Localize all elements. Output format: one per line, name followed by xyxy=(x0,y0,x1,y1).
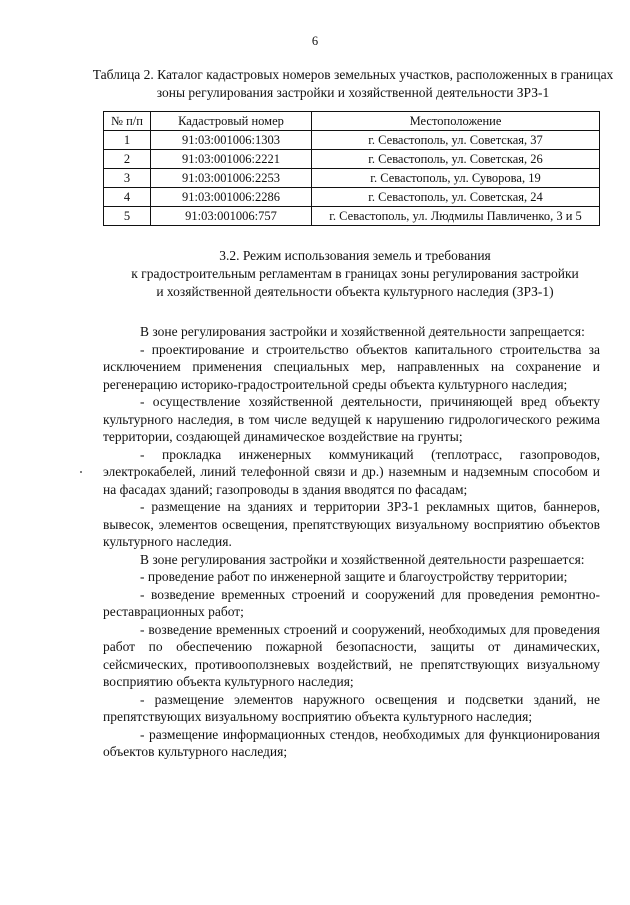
table-row xyxy=(104,188,600,207)
cell-location: г. Севастополь, ул. Людмилы Павличенко, 3 и 5 xyxy=(312,207,600,226)
header-index: № п/п xyxy=(104,112,151,131)
cell-index: 4 xyxy=(104,188,151,207)
paragraph-item: - проведение работ по инженерной защите и благоустройству территории; xyxy=(140,569,568,584)
table-row xyxy=(104,207,600,226)
cell-index: 2 xyxy=(104,150,151,169)
header-location: Местоположение xyxy=(312,112,600,131)
paragraph-item: - осуществление хозяйственной деятельности, причиняющей вред объекту культурного наследия, в том числе ведущей к нарушению гидрологического режима территории, создающей динамическое воздействие на грунты; xyxy=(103,394,600,444)
paragraph-item: - размещение на зданиях и территории ЗРЗ-1 рекламных щитов, баннеров, вывесок, элементов освещения, препятствующих визуальному восприятию объектов культурного наследия. xyxy=(103,499,600,549)
paragraph-prohibited-intro: В зоне регулирования застройки и хозяйственной деятельности запрещается: xyxy=(140,324,585,339)
table-header-row xyxy=(104,112,600,131)
table-title: Таблица 2. Каталог кадастровых номеров земельных участков, расположенных в границах зоны регулирования застройки и хозяйственной деятельности ЗРЗ-1 xyxy=(92,67,614,100)
paragraph-allowed-intro: В зоне регулирования застройки и хозяйственной деятельности разрешается: xyxy=(140,551,585,567)
section-title-line: 3.2. Режим использования земель и требования xyxy=(219,248,491,263)
paragraph-item: - возведение временных строений и сооружений, необходимых для проведения работ по обеспечению пожарной безопасности, защиты от динамических, сейсмических, противооползневых воздействий, не препятствующих визуальному восприятию объекта культурного наследия; xyxy=(103,621,600,689)
table-row xyxy=(104,169,600,188)
paragraph-item: - прокладка инженерных коммуникаций (теплотрасс, газопроводов, электрокабелей, линий телефонной связи и др.) наземным и надземным способом и на фасадах зданий; газопроводы в здания вводятся по фасадам; xyxy=(103,446,600,497)
table-row xyxy=(104,150,600,169)
cell-cadastral-number: 91:03:001006:2253 xyxy=(151,169,312,188)
paragraph-item: - возведение временных строений и сооружений для проведения ремонтно-реставрационных работ; xyxy=(103,586,600,619)
cell-cadastral-number: 91:03:001006:757 xyxy=(151,207,312,226)
section-title xyxy=(90,247,620,301)
paragraph-item: - проектирование и строительство объектов капитального строительства за исключением применения специальных мер, направленных на сохранение и регенерацию историко-градостроительной среды объекта культурного наследия; xyxy=(103,341,600,392)
paragraph-item: - размещение информационных стендов, необходимых для функционирования объектов культурного наследия; xyxy=(103,726,600,759)
section-title-line: и хозяйственной деятельности объекта культурного наследия (ЗРЗ-1) xyxy=(156,284,554,299)
cell-index: 1 xyxy=(104,131,151,150)
cell-location: г. Севастополь, ул. Советская, 37 xyxy=(312,131,600,150)
header-cadastral-number: Кадастровый номер xyxy=(151,112,312,131)
body-text xyxy=(103,323,600,761)
section-title-line: к градостроительным регламентам в границах зоны регулирования застройки xyxy=(131,266,579,281)
page-number: 6 xyxy=(311,34,319,48)
cell-index: 3 xyxy=(104,169,151,188)
cell-location: г. Севастополь, ул. Советская, 26 xyxy=(312,150,600,169)
paragraph-item: - размещение элементов наружного освещения и подсветки зданий, не препятствующих визуальному восприятию объекта культурного наследия; xyxy=(103,691,600,724)
cell-location: г. Севастополь, ул. Суворова, 19 xyxy=(312,169,600,188)
cell-cadastral-number: 91:03:001006:2286 xyxy=(151,188,312,207)
cell-index: 5 xyxy=(104,207,151,226)
cell-cadastral-number: 91:03:001006:2221 xyxy=(151,150,312,169)
cell-location: г. Севастополь, ул. Советская, 24 xyxy=(312,188,600,207)
table-row xyxy=(104,131,600,150)
scan-speck xyxy=(80,471,82,473)
cadastral-table xyxy=(103,111,600,226)
cell-cadastral-number: 91:03:001006:1303 xyxy=(151,131,312,150)
